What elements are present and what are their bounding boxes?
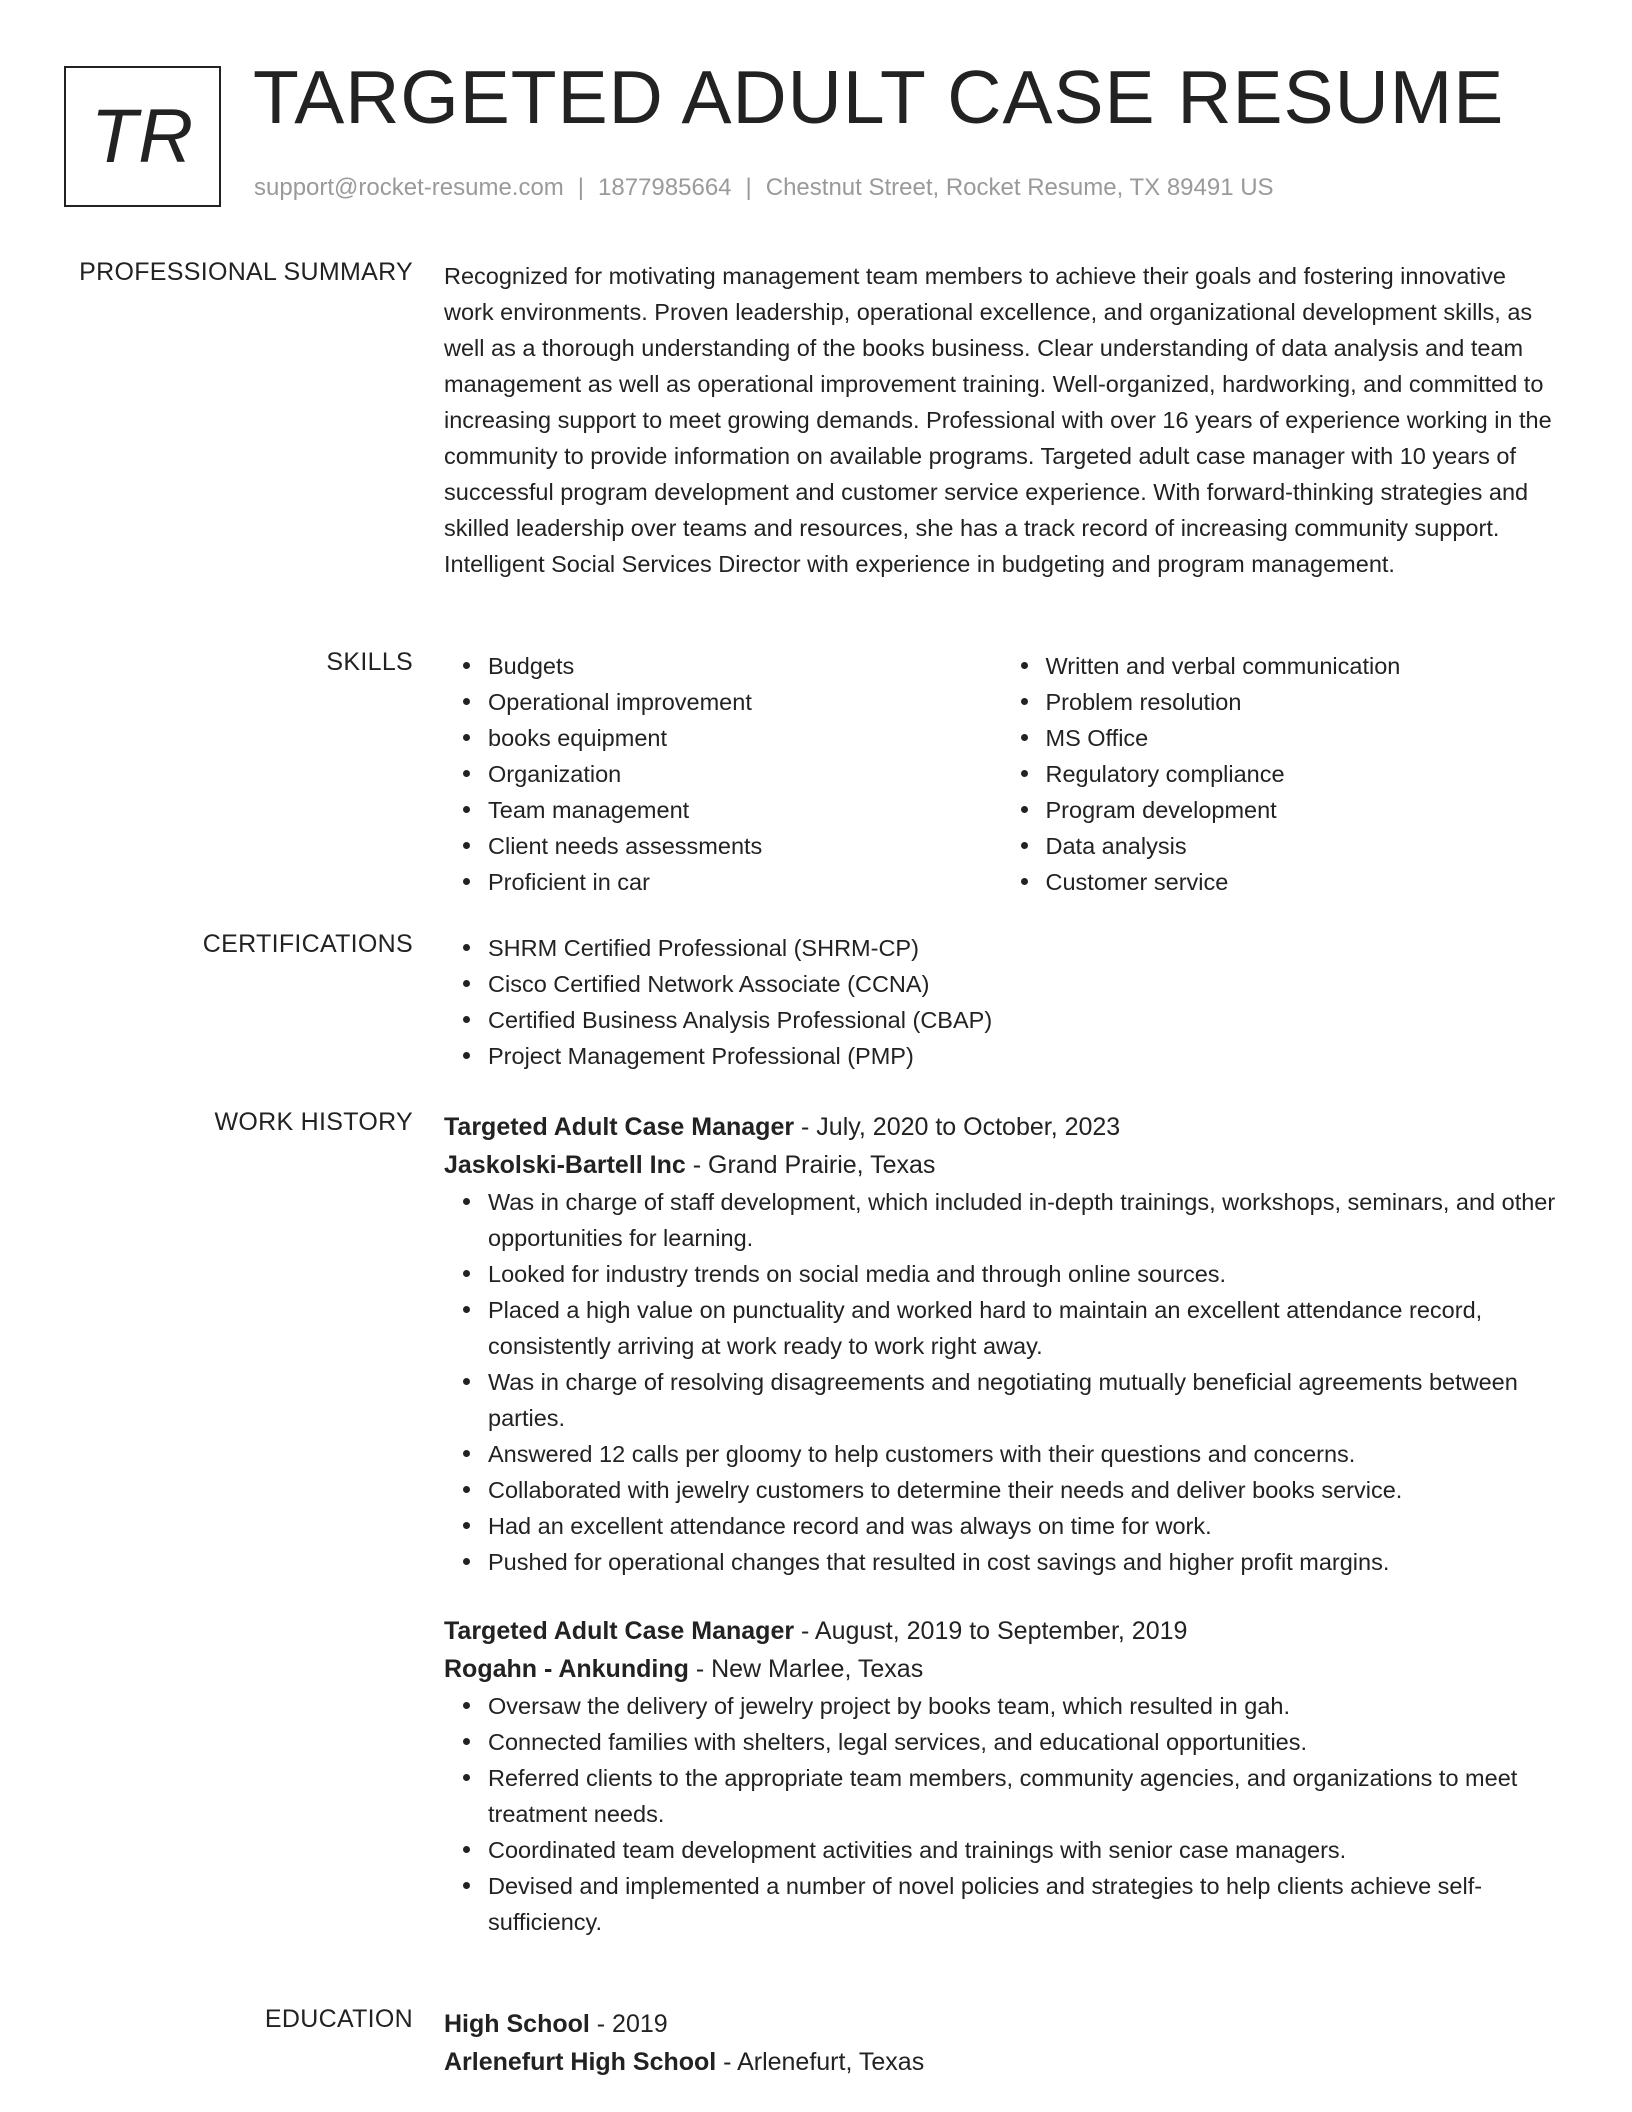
skill-item: Customer service — [1046, 864, 1560, 900]
skill-item: Team management — [488, 792, 1002, 828]
job-location: - Grand Prairie, Texas — [685, 1151, 936, 1179]
job-bullet: Referred clients to the appropriate team members, community agencies, and organizations to meet treatment needs. — [488, 1760, 1559, 1832]
certifications-list — [444, 930, 1559, 1074]
monogram-initials: TR — [90, 94, 195, 179]
certification-item: SHRM Certified Professional (SHRM-CP) — [488, 930, 1559, 966]
job-bullets — [444, 1688, 1559, 1940]
job-bullet: Oversaw the delivery of jewelry project by books team, which resulted in gah. — [488, 1688, 1559, 1724]
job-company: Rogahn - Ankunding — [444, 1655, 689, 1683]
skill-item: Program development — [1046, 792, 1560, 828]
education-degree: High School — [444, 2010, 590, 2038]
job-role-line — [444, 1612, 1559, 1650]
summary-text: Recognized for motivating management team members to achieve their goals and fostering innovative work environments. Proven leadership, operational excellence, and organizational development skills, as well as a thorough understanding of the books business. Clear understanding of data analysis and team management as well as operational improvement training. Well-organized, hardworking, and committed to increasing support to meet growing demands. Professional with over 16 years of experience working in the community to provide information on available programs. Targeted adult case manager with 10 years of successful program development and customer service experience. With forward-thinking strategies and skilled leadership over teams and resources, she has a track record of increasing community support. Intelligent Social Services Director with experience in budgeting and program management. — [444, 263, 1552, 577]
skill-item: Client needs assessments — [488, 828, 1002, 864]
skill-item: books equipment — [488, 720, 1002, 756]
skill-item: Data analysis — [1046, 828, 1560, 864]
job-role: Targeted Adult Case Manager — [444, 1617, 795, 1645]
job-bullet: Collaborated with jewelry customers to determine their needs and deliver books service. — [488, 1472, 1559, 1508]
skills-list-right — [1002, 648, 1560, 900]
job-entry — [444, 1612, 1559, 1940]
job-dates: - July, 2020 to October, 2023 — [794, 1113, 1121, 1141]
skill-item: Budgets — [488, 648, 1002, 684]
job-role-line — [444, 1108, 1559, 1146]
skill-item: Written and verbal communication — [1046, 648, 1560, 684]
skill-item: Problem resolution — [1046, 684, 1560, 720]
monogram-box — [64, 66, 221, 207]
job-bullet: Was in charge of resolving disagreements and negotiating mutually beneficial agreements between parties. — [488, 1364, 1559, 1436]
contact-phone[interactable]: 1877985664 — [598, 174, 732, 201]
skill-item: Regulatory compliance — [1046, 756, 1560, 792]
work-title: WORK HISTORY — [214, 1108, 413, 1136]
job-bullet: Pushed for operational changes that resulted in cost savings and higher profit margins. — [488, 1544, 1559, 1580]
contact-email[interactable]: support@rocket-resume.com — [254, 174, 564, 201]
education-school: Arlenefurt High School — [444, 2048, 717, 2076]
certification-item: Certified Business Analysis Professional (CBAP) — [488, 1002, 1559, 1038]
job-bullet: Placed a high value on punctuality and worked hard to maintain an excellent attendance record, consistently arriving at work ready to work right away. — [488, 1292, 1559, 1364]
job-bullets — [444, 1184, 1559, 1580]
summary-body — [444, 258, 1559, 582]
job-company: Jaskolski-Bartell Inc — [444, 1151, 686, 1179]
certification-item: Project Management Professional (PMP) — [488, 1038, 1559, 1074]
summary-title: PROFESSIONAL SUMMARY — [79, 258, 413, 286]
job-bullet: Coordinated team development activities and trainings with senior case managers. — [488, 1832, 1559, 1868]
education-location: - Arlenefurt, Texas — [716, 2048, 925, 2076]
certification-item: Cisco Certified Network Associate (CCNA) — [488, 966, 1559, 1002]
job-entry — [444, 1108, 1559, 1580]
skill-item: Proficient in car — [488, 864, 1002, 900]
skill-item: Organization — [488, 756, 1002, 792]
certifications-body — [444, 930, 1559, 1074]
skills-body — [444, 648, 1559, 900]
education-body — [444, 2005, 1559, 2081]
job-bullet: Answered 12 calls per gloomy to help customers with their questions and concerns. — [488, 1436, 1559, 1472]
job-location: - New Marlee, Texas — [688, 1655, 924, 1683]
education-title: EDUCATION — [264, 2005, 413, 2033]
job-role: Targeted Adult Case Manager — [444, 1113, 795, 1141]
skills-title: SKILLS — [326, 648, 413, 676]
job-bullet: Connected families with shelters, legal services, and educational opportunities. — [488, 1724, 1559, 1760]
job-bullet: Devised and implemented a number of novel policies and strategies to help clients achieve self-sufficiency. — [488, 1868, 1559, 1940]
job-bullet: Looked for industry trends on social media and through online sources. — [488, 1256, 1559, 1292]
education-school-line — [444, 2043, 1559, 2081]
contact-separator: | — [577, 174, 585, 201]
skills-list-left — [444, 648, 1002, 900]
job-bullet: Was in charge of staff development, which included in-depth trainings, workshops, seminars, and other opportunities for learning. — [488, 1184, 1559, 1256]
contact-line — [254, 174, 1274, 202]
skill-item: Operational improvement — [488, 684, 1002, 720]
education-year: - 2019 — [589, 2010, 668, 2038]
certifications-title: CERTIFICATIONS — [202, 930, 413, 958]
skill-item: MS Office — [1046, 720, 1560, 756]
education-degree-line — [444, 2005, 1559, 2043]
job-company-line — [444, 1650, 1559, 1688]
contact-address: Chestnut Street, Rocket Resume, TX 89491 US — [765, 174, 1274, 201]
work-body — [444, 1108, 1559, 1940]
job-bullet: Had an excellent attendance record and was always on time for work. — [488, 1508, 1559, 1544]
resume-name: TARGETED ADULT CASE RESUME — [253, 55, 1505, 139]
job-company-line — [444, 1146, 1559, 1184]
contact-separator: | — [745, 174, 752, 201]
job-dates: - August, 2019 to September, 2019 — [794, 1617, 1188, 1645]
